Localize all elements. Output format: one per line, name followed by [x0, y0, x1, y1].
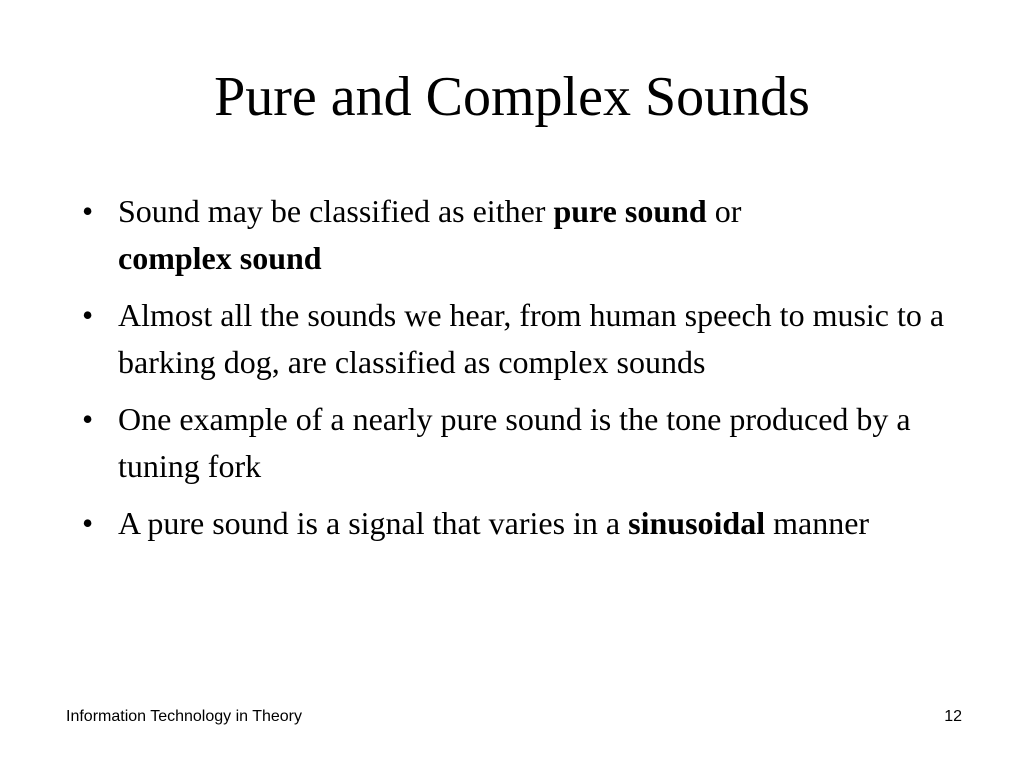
bullet-item	[82, 188, 982, 282]
bullet-text: A pure sound is a signal that varies in a	[118, 505, 629, 541]
bullet-marker: •	[82, 297, 94, 333]
bold-term-pure-sound: pure sound	[553, 193, 707, 229]
bullet-item	[82, 500, 982, 547]
bullet-marker: •	[82, 401, 94, 437]
footer-page-number: 12	[944, 708, 962, 725]
footer-course-title: Information Technology in Theory	[66, 708, 302, 725]
bold-term-sinusoidal: sinusoidal	[628, 505, 766, 541]
bullet-item	[82, 396, 982, 490]
slide-title: Pure and Complex Sounds	[214, 66, 810, 128]
bullet-text: or	[706, 193, 742, 229]
bullet-list	[82, 188, 982, 557]
bullet-text: Sound may be classified as either	[118, 193, 554, 229]
bullet-text: manner	[765, 505, 870, 541]
bullet-item	[82, 292, 982, 386]
bullet-text: Almost all the sounds we hear, from human speech to music to a barking dog, are classified as complex sounds	[118, 297, 945, 380]
bullet-marker: •	[82, 193, 94, 229]
bullet-text: One example of a nearly pure sound is the tone produced by a tuning fork	[118, 401, 911, 484]
bullet-marker: •	[82, 505, 94, 541]
bold-term-complex-sound: complex sound	[118, 240, 322, 276]
